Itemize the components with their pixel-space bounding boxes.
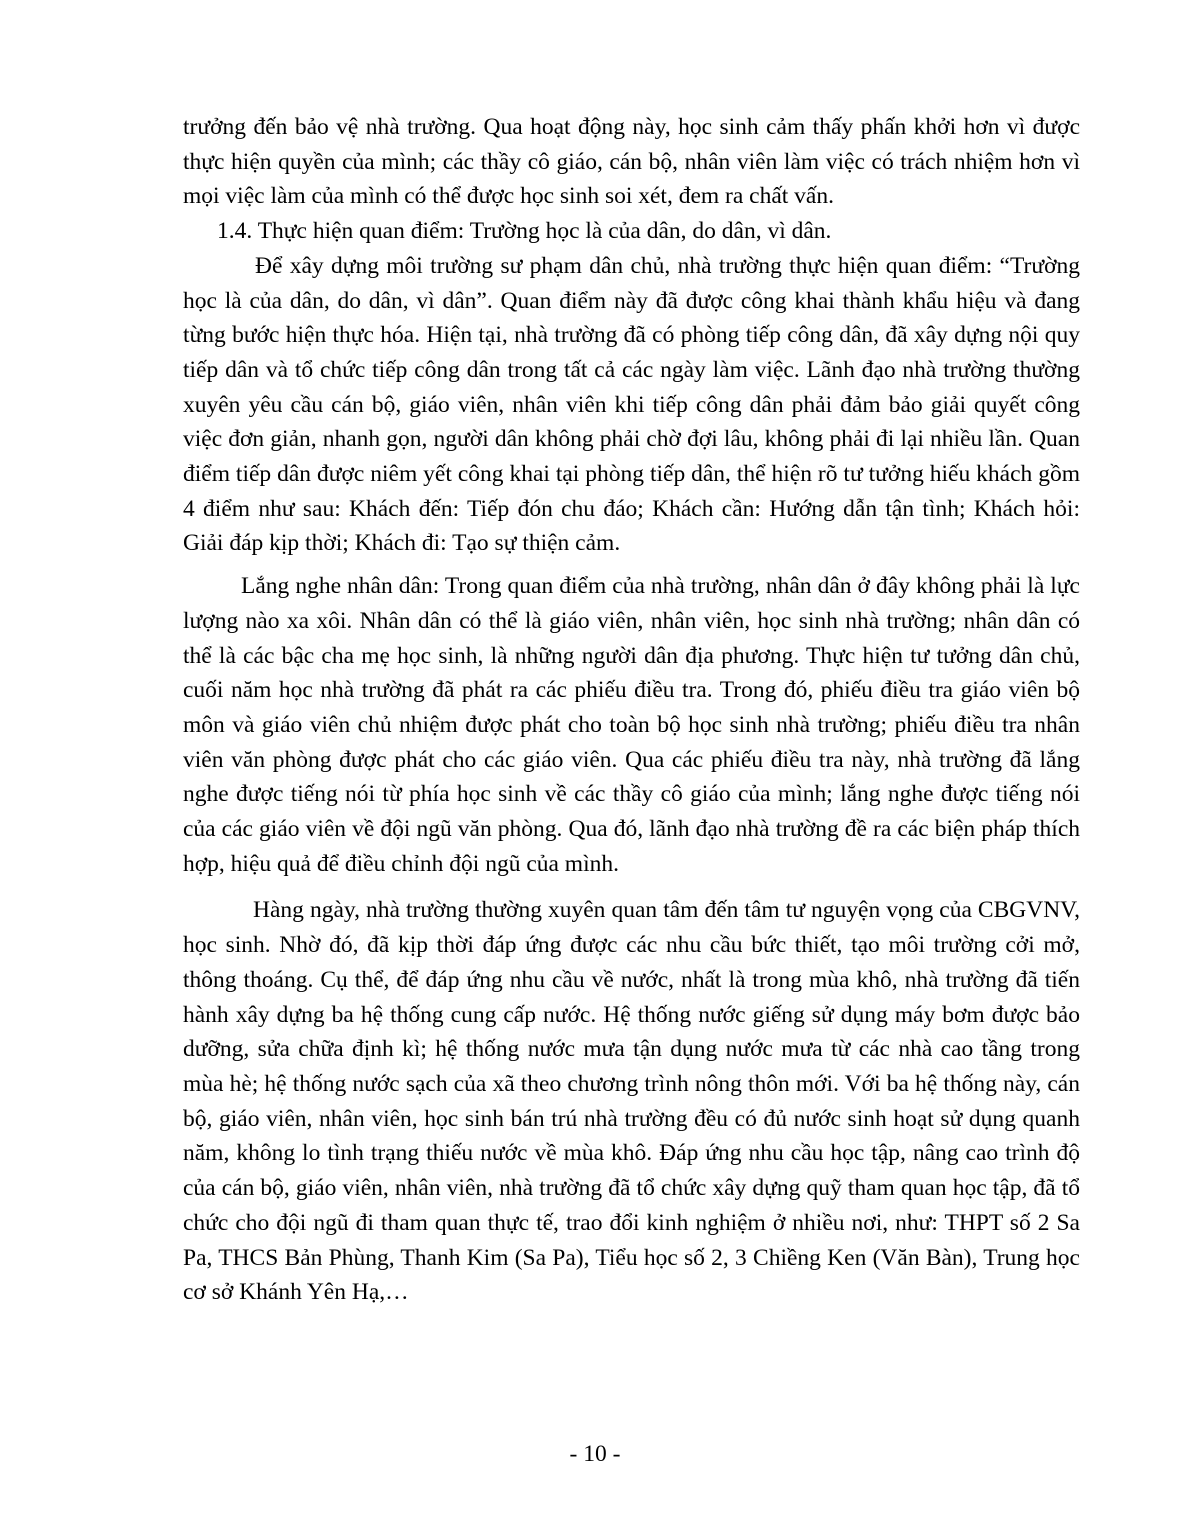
paragraph: Để xây dựng môi trường sư phạm dân chủ, nhà trường thực hiện quan điểm: “Trường học là của dân, do dân, vì dân”. Quan điểm này đã được công khai thành khẩu hiệu và đang từng bước hiện thực hóa. Hiện tại, nhà trường đã có phòng tiếp công dân, đã xây dựng nội quy tiếp dân và tổ chức tiếp công dân trong tất cả các ngày làm việc. Lãnh đạo nhà trường thường xuyên yêu cầu cán bộ, giáo viên, nhân viên khi tiếp công dân phải đảm bảo giải quyết công việc đơn giản, nhanh gọn, người dân không phải chờ đợi lâu, không phải đi lại nhiều lần. Quan điểm tiếp dân được niêm yết công khai tại phòng tiếp dân, thể hiện rõ tư tưởng hiếu khách gồm 4 điểm như sau: Khách đến: Tiếp đón chu đáo; Khách cần: Hướng dẫn tận tình; Khách hỏi: Giải đáp kịp thời; Khách đi: Tạo sự thiện cảm.: [183, 252, 1080, 557]
paragraph: Hàng ngày, nhà trường thường xuyên quan tâm đến tâm tư nguyện vọng của CBGVNV, học sinh. Nhờ đó, đã kịp thời đáp ứng được các nhu cầu bức thiết, tạo môi trường cởi mở, thông thoáng. Cụ thể, để đáp ứng nhu cầu về nước, nhất là trong mùa khô, nhà trường đã tiến hành xây dựng ba hệ thống cung cấp nước. Hệ thống nước giếng sử dụng máy bơm được bảo dưỡng, sửa chữa định kì; hệ thống nước mưa tận dụng nước mưa từ các nhà cao tầng trong mùa hè; hệ thống nước sạch của xã theo chương trình nông thôn mới. Với ba hệ thống này, cán bộ, giáo viên, nhân viên, học sinh bán trú nhà trường đều có đủ nước sinh hoạt sử dụng quanh năm, không lo tình trạng thiếu nước về mùa khô. Đáp ứng nhu cầu học tập, nâng cao trình độ của cán bộ, giáo viên, nhân viên, nhà trường đã tổ chức xây dựng quỹ tham quan học tập, đã tổ chức cho đội ngũ đi tham quan thực tế, trao đổi kinh nghiệm ở nhiều nơi, như: THPT số 2 Sa Pa, THCS Bản Phùng, Thanh Kim (Sa Pa), Tiểu học số 2, 3 Chiềng Ken (Văn Bàn), Trung học cơ sở Khánh Yên Hạ,…: [183, 897, 1080, 1306]
page-number: - 10 -: [569, 1441, 621, 1467]
body-text: [183, 110, 1080, 1310]
paragraph-continuation: trưởng đến bảo vệ nhà trường. Qua hoạt động này, học sinh cảm thấy phấn khởi hơn vì được thực hiện quyền của mình; các thầy cô giáo, cán bộ, nhân viên làm việc có trách nhiệm hơn vì mọi việc làm của mình có thể được học sinh soi xét, đem ra chất vấn.: [183, 114, 1080, 210]
paragraph: Lắng nghe nhân dân: Trong quan điểm của nhà trường, nhân dân ở đây không phải là lực lượng nào xa xôi. Nhân dân có thể là giáo viên, nhân viên, học sinh nhà trường; nhân dân có thể là các bậc cha mẹ học sinh, là những người dân địa phương. Thực hiện tư tưởng dân chủ, cuối năm học nhà trường đã phát ra các phiếu điều tra. Trong đó, phiếu điều tra giáo viên bộ môn và giáo viên chủ nhiệm được phát cho toàn bộ học sinh nhà trường; phiếu điều tra nhân viên văn phòng được phát cho các giáo viên. Qua các phiếu điều tra này, nhà trường đã lắng nghe được tiếng nói từ phía học sinh về các thầy cô giáo của mình; lắng nghe được tiếng nói của các giáo viên về đội ngũ văn phòng. Qua đó, lãnh đạo nhà trường đề ra các biện pháp thích hợp, hiệu quả để điều chỉnh đội ngũ của mình.: [183, 573, 1080, 877]
section-heading: 1.4. Thực hiện quan điểm: Trường học là của dân, do dân, vì dân.: [217, 218, 832, 245]
